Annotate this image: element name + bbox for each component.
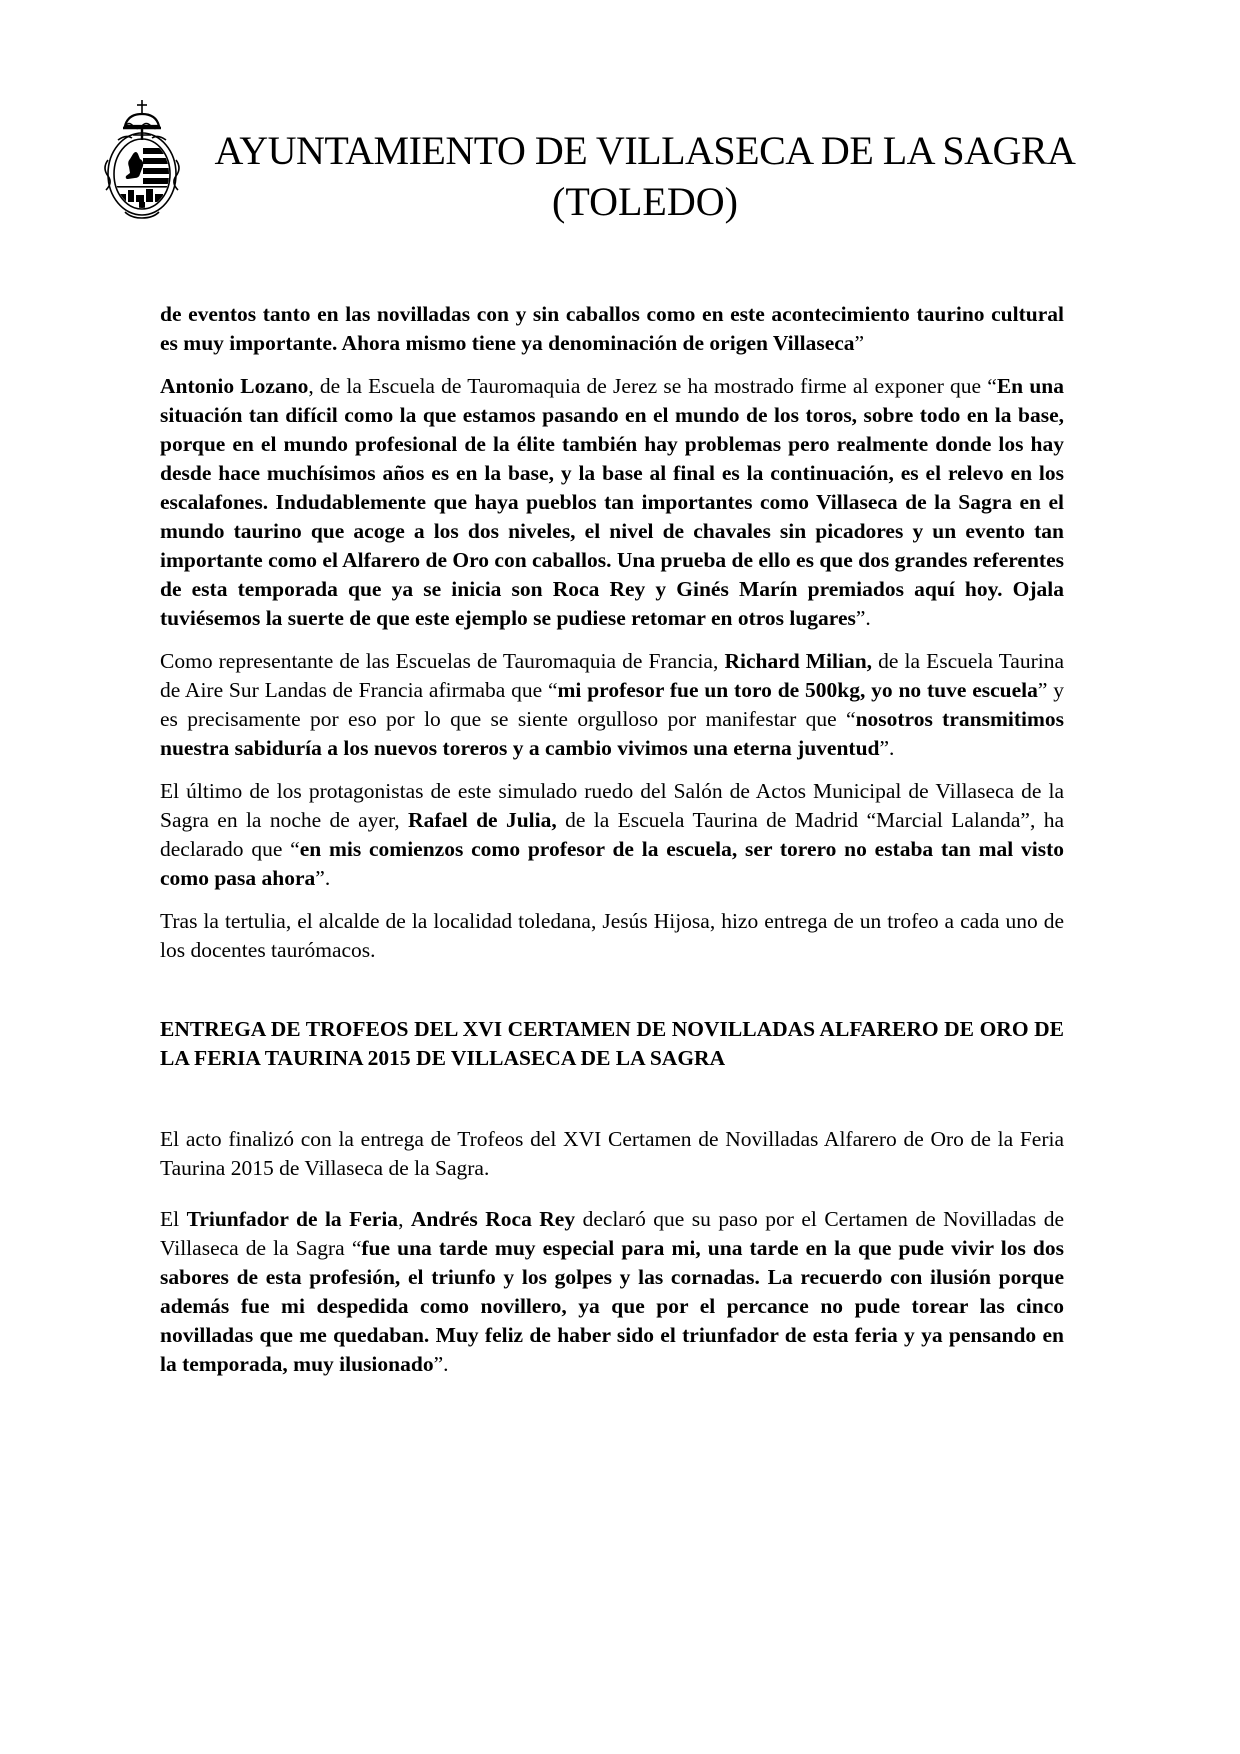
text-run: ” y es precisamente por eso por lo que se siente orgulloso por manifestar que “	[160, 678, 1064, 731]
text-run-bold: ENTREGA DE TROFEOS DEL XVI CERTAMEN DE NOVILLADAS ALFARERO DE ORO DE LA FERIA TAURINA 2015 DE VILLASECA DE LA SAGRA	[160, 1017, 1064, 1070]
paragraph-rafael-de-julia	[160, 777, 1064, 893]
text-run: ”.	[315, 866, 331, 890]
text-run-bold: en mis comienzos como profesor de la escuela, ser torero no estaba tan mal visto como pasa ahora	[160, 837, 1065, 890]
text-run-bold: Triunfador de la Feria	[186, 1207, 399, 1231]
text-run-bold: En una situación tan difícil como la que estamos pasando en el mundo de los toros, sobre todo en la base, porque en el mundo profesional de la élite también hay problemas pero realmente donde los hay desde hace muchísimos años es en la base, y la base al final es la continuación, es el relevo en los escalafones. Indudablemente que haya pueblos tan importantes como Villaseca de la Sagra en el mundo taurino que acoge a los dos niveles, el nivel de chavales sin picadores y un evento tan importante como el Alfarero de Oro con caballos. Una prueba de ello es que dos grandes referentes de esta temporada que ya se inicia son Roca Rey y Ginés Marín premiados aquí hoy. Ojala tuviésemos la suerte de que este ejemplo se pudiese retomar en otros lugares	[160, 374, 1064, 630]
section-heading-entrega-trofeos	[160, 1015, 1064, 1073]
coat-of-arms-logo	[95, 98, 190, 220]
paragraph-entrega-trofeo-docentes	[160, 907, 1064, 965]
text-run: declaró que su paso por el Certamen de Novilladas de Villaseca de la Sagra “	[160, 1207, 1064, 1260]
text-run: Tras la tertulia, el alcalde de la localidad toledana, Jesús Hijosa, hizo entrega de un trofeo a cada uno de los docentes taurómacos.	[160, 909, 1064, 962]
text-run: Como representante de las Escuelas de Tauromaquia de Francia,	[160, 649, 725, 673]
paragraph-acto-finalizo	[160, 1125, 1064, 1183]
text-run: ”	[854, 331, 865, 355]
text-run: El acto finalizó con la entrega de Trofeos del XVI Certamen de Novilladas Alfarero de Oro de la Feria Taurina 2015 de Villaseca de la Sagra.	[160, 1127, 1064, 1180]
paragraph-andres-roca-rey	[160, 1205, 1064, 1379]
text-run-bold: Richard Milian,	[724, 649, 873, 673]
paragraph-antonio-lozano	[160, 372, 1064, 633]
coat-of-arms-icon	[95, 98, 190, 220]
text-run: ,	[398, 1207, 411, 1231]
text-run-bold: Rafael de Julia,	[408, 808, 557, 832]
text-run: , de la Escuela de Tauromaquia de Jerez se ha mostrado firme al exponer que “	[308, 374, 997, 398]
paragraph-richard-milian	[160, 647, 1064, 763]
text-run: de la Escuela Taurina de Madrid “Marcial Lalanda”, ha declarado que “	[160, 808, 1064, 861]
text-run: ”.	[879, 736, 895, 760]
text-run-bold: de eventos tanto en las novilladas con y sin caballos como en este acontecimiento taurino cultural es muy importante. Ahora mismo tiene ya denominación de origen Villaseca	[160, 302, 1064, 355]
org-name-title: AYUNTAMIENTO DE VILLASECA DE LA SAGRA	[214, 128, 1076, 173]
text-run: ”.	[855, 606, 871, 630]
text-run-bold: mi profesor fue un toro de 500kg, yo no tuve escuela	[557, 678, 1038, 702]
text-run: El último de los protagonistas de este simulado ruedo del Salón de Actos Municipal de Villaseca de la Sagra en la noche de ayer,	[160, 779, 1064, 832]
header-title-block	[190, 98, 1100, 228]
text-run-bold: Antonio Lozano	[160, 374, 309, 398]
document-header	[0, 0, 1240, 228]
document-body	[160, 300, 1064, 1379]
text-run: ”.	[433, 1352, 449, 1376]
text-run-bold: fue una tarde muy especial para mi, una tarde en la que pude vivir los dos sabores de esta profesión, el triunfo y los golpes y las cornadas. La recuerdo con ilusión porque además fue mi despedida como novillero, ya que por el percance no pude torear las cinco novilladas que me quedaban. Muy feliz de haber sido el triunfador de esta feria y ya pensando en la temporada, muy ilusionado	[160, 1236, 1064, 1376]
text-run-bold: nosotros transmitimos nuestra sabiduría a los nuevos toreros y a cambio vivimos una eterna juventud	[160, 707, 1064, 760]
org-subtitle: (TOLEDO)	[552, 179, 738, 224]
text-run: El	[160, 1207, 187, 1231]
text-run-bold: Andrés Roca Rey	[410, 1207, 576, 1231]
text-run: de la Escuela Taurina de Aire Sur Landas de Francia afirmaba que “	[160, 649, 1065, 702]
paragraph-denominacion-origen	[160, 300, 1064, 358]
